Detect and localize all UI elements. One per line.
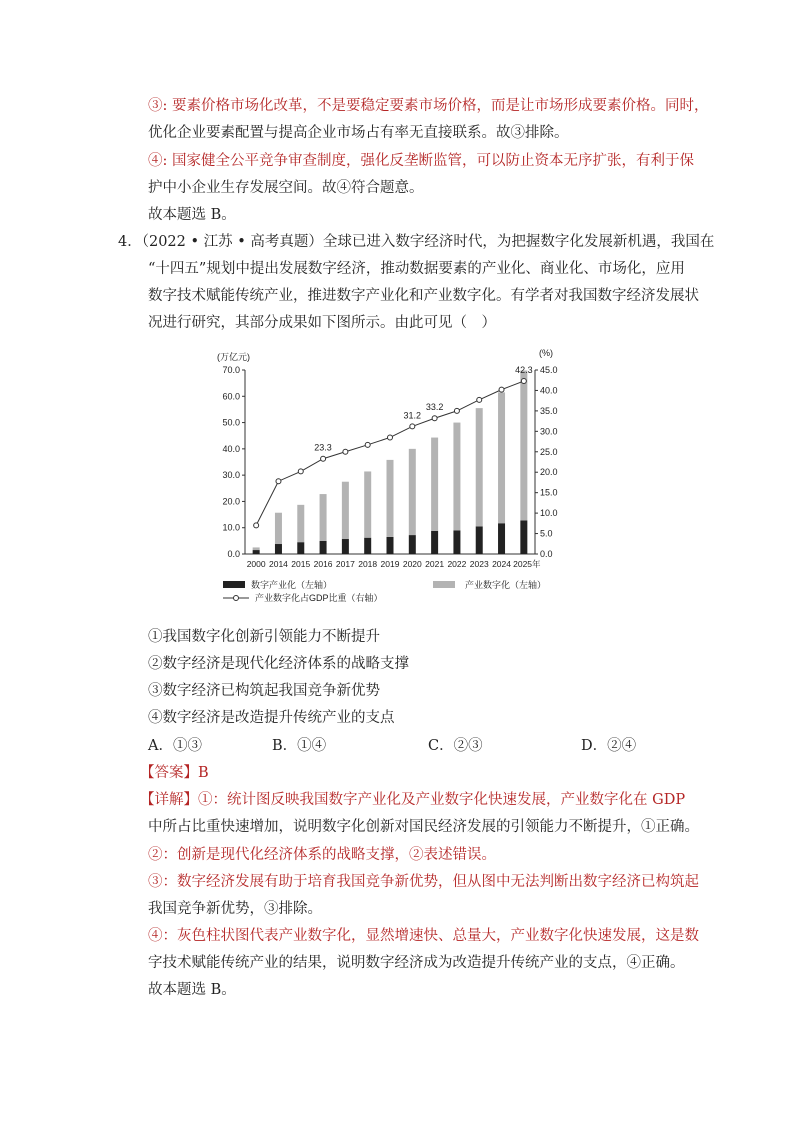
x-tick-label: 2020	[402, 559, 422, 569]
bar-digital-industrialization	[453, 530, 460, 554]
option-a[interactable]: A．①③	[148, 738, 202, 754]
gdp-share-point	[343, 449, 348, 454]
statement-1: ①我国数字化创新引领能力不断提升	[148, 629, 380, 645]
bar-digital-industrialization	[297, 542, 304, 554]
left-tick-label: 40.0	[222, 443, 240, 454]
gdp-share-point	[521, 379, 526, 384]
right-tick-label: 30.0	[540, 426, 558, 437]
statement-2: ②数字经济是现代化经济体系的战略支撑	[148, 656, 409, 672]
question-line2: “十四五”规划中提出发展数字经济，推动数据要素的产业化、商业化、市场化，应用	[148, 261, 685, 277]
prev-item4-line1: ④: 国家健全公平竞争审查制度，强化反垄断监管，可以防止资本无序扩张，有利于保	[148, 153, 694, 169]
answer-options	[148, 734, 708, 756]
statement-3: ③数字经济已构筑起我国竞争新优势	[148, 683, 380, 699]
detail-line2: 中所占比重快速增加，说明数字化创新对国民经济发展的引领能力不断提升，①正确。	[148, 819, 699, 835]
right-tick-label: 25.0	[540, 446, 558, 457]
bar-digital-industrialization	[342, 539, 349, 554]
detail-line7: 字技术赋能传统产业的结果，说明数字经济成为改造提升传统产业的支点，④正确。	[148, 955, 685, 971]
x-tick-label: 2022	[447, 559, 467, 569]
prev-item3-line1: ③: 要素价格市场化改革，不是要稳定要素市场价格，而是让市场形成要素价格。同时，	[148, 98, 709, 114]
left-tick-label: 70.0	[222, 365, 240, 375]
left-tick-label: 50.0	[222, 417, 240, 428]
left-tick-label: 60.0	[222, 391, 240, 402]
detail-line4: ③：数字经济发展有助于培育我国竞争新优势，但从图中无法判断出数字经济已构筑起	[148, 874, 699, 890]
gdp-share-point	[365, 442, 370, 447]
bar-digital-industrialization	[253, 550, 260, 554]
point-data-label: 42.3	[515, 365, 533, 376]
right-tick-label: 5.0	[540, 528, 553, 539]
gdp-share-point	[410, 424, 415, 429]
option-c[interactable]: C．②③	[428, 738, 483, 754]
bar-digital-industrialization	[520, 520, 527, 554]
right-tick-label: 0.0	[540, 549, 553, 559]
right-tick-label: 15.0	[540, 487, 558, 498]
x-tick-label: 2014	[269, 559, 288, 569]
question-line1: 4．（2022 • 江苏 • 高考真题）全球已进入数字经济时代，为把握数字化发展新机遇，我国在	[118, 234, 715, 250]
option-b[interactable]: B．①④	[272, 738, 327, 754]
prev-item4-line2: 护中小企业生存发展空间。故④符合题意。	[148, 180, 424, 196]
legend-label-gdp-share: 产业数字化占GDP比重（右轴）	[255, 593, 383, 603]
detail-line5: 我国竞争新优势，③排除。	[148, 901, 322, 917]
x-tick-label: 2000	[246, 559, 266, 569]
bar-industrial-digitalization	[431, 438, 438, 531]
gdp-share-point	[254, 523, 259, 528]
bar-digital-industrialization	[409, 535, 416, 554]
gdp-share-point	[499, 387, 504, 392]
bar-industrial-digitalization	[297, 505, 304, 542]
gdp-share-point	[432, 416, 437, 421]
left-tick-label: 10.0	[222, 522, 240, 533]
bar-industrial-digitalization	[498, 392, 505, 523]
x-tick-label: 2023	[469, 559, 489, 569]
bar-industrial-digitalization	[453, 423, 460, 531]
detail-line1: 【详解】①：统计图反映我国数字产业化及产业数字化快速发展，产业数字化在 GDP	[140, 792, 686, 808]
point-data-label: 33.2	[425, 402, 444, 413]
x-tick-label: 2015	[291, 559, 311, 569]
bar-industrial-digitalization	[275, 513, 282, 544]
legend-swatch-dark	[223, 581, 245, 588]
x-tick-label: 2018	[358, 559, 378, 569]
left-tick-label: 20.0	[222, 496, 240, 507]
bar-digital-industrialization	[387, 537, 394, 554]
prev-conclusion: 故本题选 B。	[148, 207, 236, 223]
bar-industrial-digitalization	[253, 547, 260, 550]
left-axis-unit: (万亿元)	[217, 352, 250, 362]
point-data-label: 23.3	[314, 442, 332, 453]
bar-digital-industrialization	[431, 531, 438, 554]
bar-digital-industrialization	[275, 544, 282, 554]
bar-industrial-digitalization	[520, 371, 527, 521]
bar-industrial-digitalization	[476, 408, 483, 526]
bar-digital-industrialization	[476, 526, 483, 554]
statement-4: ④数字经济是改造提升传统产业的支点	[148, 710, 395, 726]
chart-svg	[205, 340, 585, 610]
prev-item3-line2: 优化企业要素配置与提高企业市场占有率无直接联系。故③排除。	[148, 125, 569, 141]
right-tick-label: 20.0	[540, 467, 558, 478]
bar-industrial-digitalization	[320, 494, 327, 541]
legend-line-marker	[234, 596, 239, 601]
bar-digital-industrialization	[320, 541, 327, 554]
x-tick-label: 2016	[313, 559, 333, 569]
answer-label: 【答案】B	[140, 765, 209, 781]
gdp-share-point	[298, 469, 303, 474]
bar-digital-industrialization	[364, 538, 371, 554]
right-tick-label: 40.0	[540, 385, 558, 396]
left-tick-label: 0.0	[227, 549, 240, 559]
legend-label-industrialization: 数字产业化（左轴）	[251, 580, 333, 590]
gdp-share-point	[477, 397, 482, 402]
answer-conclusion: 故本题选 B。	[148, 982, 236, 998]
bar-industrial-digitalization	[387, 460, 394, 537]
point-data-label: 31.2	[403, 410, 422, 421]
gdp-share-point	[388, 435, 393, 440]
x-tick-label: 2024	[492, 559, 511, 569]
left-tick-label: 30.0	[222, 470, 240, 481]
option-d[interactable]: D．②④	[581, 738, 637, 754]
right-tick-label: 10.0	[540, 508, 558, 519]
gdp-share-point	[276, 479, 281, 484]
question-line4: 况进行研究，其部分成果如下图所示。由此可见（ ）	[148, 315, 496, 331]
gdp-share-point	[321, 456, 326, 461]
x-tick-label: 2025年	[513, 559, 541, 569]
detail-line6: ④：灰色柱状图代表产业数字化，显然增速快、总量大，产业数字化快速发展，这是数	[148, 928, 699, 944]
x-tick-label: 2019	[380, 559, 400, 569]
right-tick-label: 35.0	[540, 405, 558, 416]
right-axis-unit: (%)	[539, 348, 553, 358]
detail-line3: ②：创新是现代化经济体系的战略支撑，②表述错误。	[148, 847, 496, 863]
bar-industrial-digitalization	[364, 471, 371, 537]
gdp-share-point	[454, 408, 459, 413]
legend-swatch-gray	[433, 581, 455, 588]
x-tick-label: 2021	[425, 559, 445, 569]
legend-label-digitalization: 产业数字化（左轴）	[465, 580, 547, 590]
right-tick-label: 45.0	[540, 365, 558, 375]
bar-industrial-digitalization	[409, 449, 416, 535]
digital-economy-chart	[205, 340, 585, 610]
bar-industrial-digitalization	[342, 482, 349, 539]
bar-digital-industrialization	[498, 523, 505, 554]
x-tick-label: 2017	[335, 559, 355, 569]
question-line3: 数字技术赋能传统产业，推进数字产业化和产业数字化。有学者对我国数字经济发展状	[148, 288, 699, 304]
